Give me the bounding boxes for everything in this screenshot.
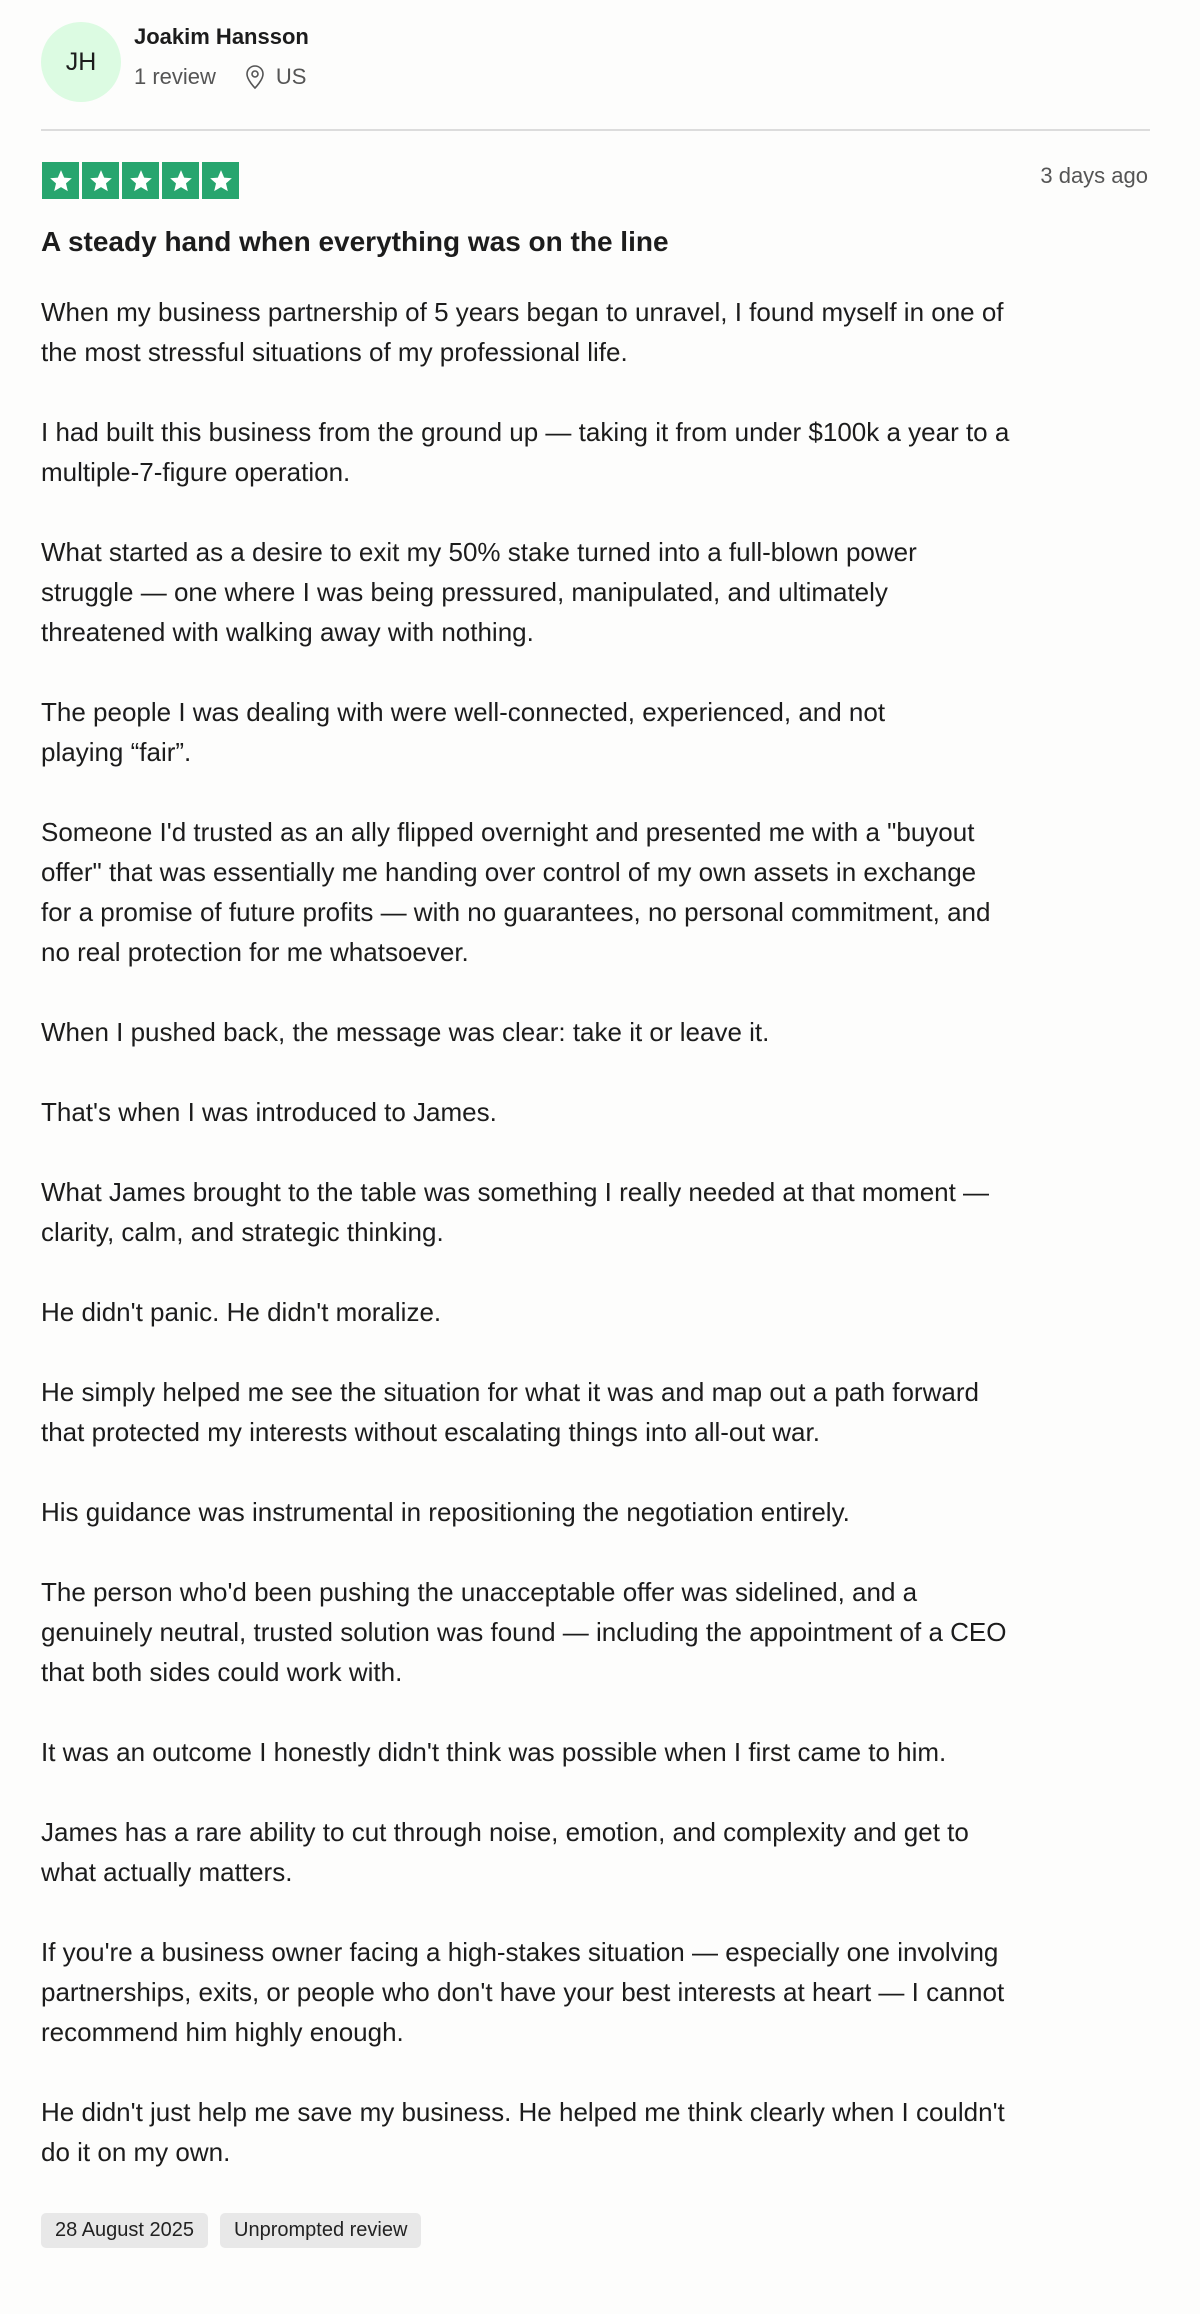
date-of-experience-badge: 28 August 2025 (41, 2213, 208, 2248)
review-paragraph (41, 1572, 1161, 1692)
review-line: playing “fair”. (41, 737, 192, 767)
avatar-initials: JH (65, 47, 97, 76)
review-body (41, 292, 1161, 2212)
review-line: do it on my own. (41, 2137, 231, 2167)
star-icon (162, 162, 199, 199)
review-line: The person who'd been pushing the unacceptable offer was sidelined, and a (41, 1577, 918, 1607)
review-tags (41, 2213, 421, 2248)
review-line: I had built this business from the ground up — taking it from under $100k a year to a (41, 417, 1010, 447)
review-line: His guidance was instrumental in repositioning the negotiation entirely. (41, 1497, 850, 1527)
review-paragraph (41, 532, 1161, 652)
review-line: what actually matters. (41, 1857, 293, 1887)
review-paragraph (41, 1812, 1161, 1892)
review-line: It was an outcome I honestly didn't think was possible when I first came to him. (41, 1737, 947, 1767)
review-paragraph (41, 2092, 1161, 2172)
review-line: If you're a business owner facing a high-stakes situation — especially one involving (41, 1937, 999, 1967)
star-icon (202, 162, 239, 199)
review-title[interactable]: A steady hand when everything was on the line (41, 226, 669, 257)
review-line: recommend him highly enough. (41, 2017, 404, 2047)
review-paragraph (41, 1012, 1161, 1052)
review-line: that both sides could work with. (41, 1657, 403, 1687)
location-pin-icon (244, 64, 266, 90)
review-line: threatened with walking away with nothing. (41, 617, 534, 647)
star-rating (42, 162, 239, 199)
review-line: for a promise of future profits — with no guarantees, no personal commitment, and (41, 897, 991, 927)
reviewer-name[interactable]: Joakim Hansson (134, 24, 309, 49)
review-paragraph (41, 1492, 1161, 1532)
review-line: the most stressful situations of my professional life. (41, 337, 628, 367)
reviewer-country: US (275, 64, 307, 89)
review-type-badge[interactable]: Unprompted review (220, 2213, 421, 2248)
avatar (41, 22, 121, 102)
review-line: multiple-7-figure operation. (41, 457, 351, 487)
divider (41, 129, 1150, 131)
review-line: He didn't just help me save my business. He helped me think clearly when I couldn't (41, 2097, 1005, 2127)
review-line: Someone I'd trusted as an ally flipped overnight and presented me with a "buyout (41, 817, 975, 847)
review-line: That's when I was introduced to James. (41, 1097, 497, 1127)
review-paragraph (41, 412, 1161, 492)
review-paragraph (41, 1172, 1161, 1252)
review-paragraph (41, 1932, 1161, 2052)
review-line: What James brought to the table was something I really needed at that moment — (41, 1177, 990, 1207)
review-line: When my business partnership of 5 years began to unravel, I found myself in one of (41, 297, 1004, 327)
review-line: no real protection for me whatsoever. (41, 937, 469, 967)
reviewer-meta (134, 64, 306, 90)
review-line: genuinely neutral, trusted solution was found — including the appointment of a CEO (41, 1617, 1007, 1647)
review-line: partnerships, exits, or people who don't have your best interests at heart — I cannot (41, 1977, 1005, 2007)
review-paragraph (41, 1732, 1161, 1772)
review-line: When I pushed back, the message was clear: take it or leave it. (41, 1017, 770, 1047)
review-paragraph (41, 1372, 1161, 1452)
star-icon (82, 162, 119, 199)
review-line: James has a rare ability to cut through noise, emotion, and complexity and get to (41, 1817, 969, 1847)
review-paragraph (41, 1292, 1161, 1332)
review-line: struggle — one where I was being pressured, manipulated, and ultimately (41, 577, 888, 607)
review-relative-date: 3 days ago (1040, 163, 1148, 188)
review-line: clarity, calm, and strategic thinking. (41, 1217, 444, 1247)
star-icon (122, 162, 159, 199)
review-line: that protected my interests without escalating things into all-out war. (41, 1417, 820, 1447)
review-paragraph (41, 1092, 1161, 1132)
review-line: He simply helped me see the situation for what it was and map out a path forward (41, 1377, 979, 1407)
review-line: What started as a desire to exit my 50% stake turned into a full-blown power (41, 537, 917, 567)
review-line: The people I was dealing with were well-connected, experienced, and not (41, 697, 886, 727)
review-paragraph (41, 292, 1161, 372)
review-paragraph (41, 692, 1161, 772)
review-line: He didn't panic. He didn't moralize. (41, 1297, 442, 1327)
review-count: 1 review (134, 64, 216, 89)
star-icon (42, 162, 79, 199)
review-paragraph (41, 812, 1161, 972)
review-line: offer" that was essentially me handing over control of my own assets in exchange (41, 857, 977, 887)
